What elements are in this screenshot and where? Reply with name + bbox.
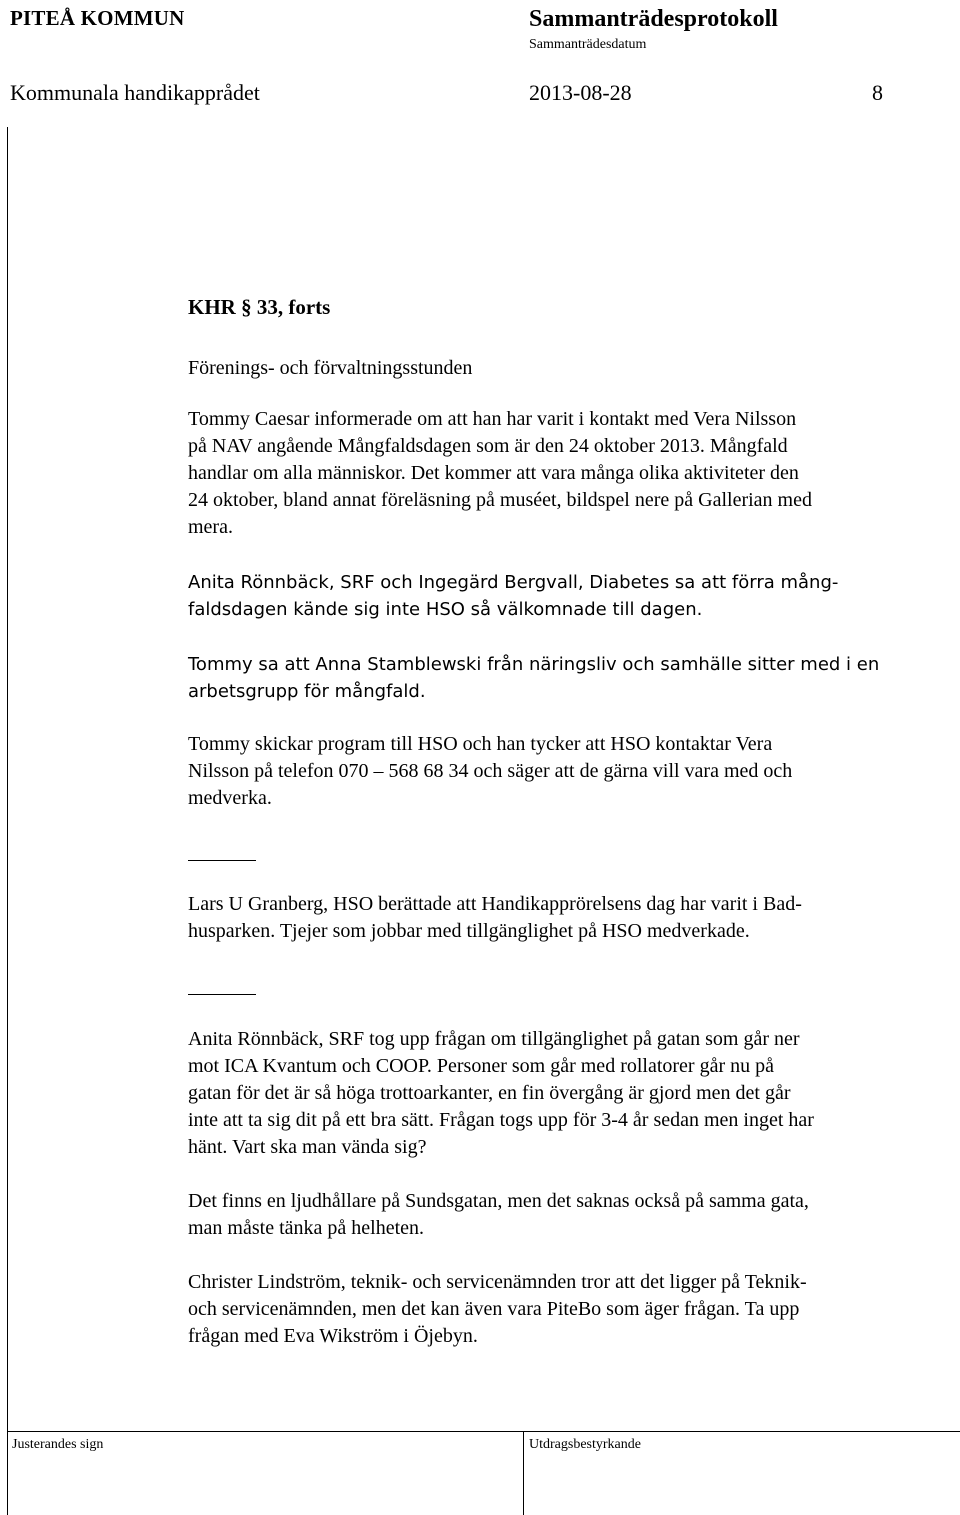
paragraph — [188, 1188, 928, 1242]
org-name: PITEÅ KOMMUN — [10, 6, 185, 30]
signature-label: Justerandes sign — [12, 1437, 104, 1452]
section-heading: KHR § 33, forts — [188, 295, 331, 319]
text-line: arbetsgrupp för mångfald. — [188, 681, 426, 702]
text-line: medverka. — [188, 787, 272, 809]
text-line: Nilsson på telefon 070 – 568 68 34 och säger att de gärna vill vara med och — [188, 760, 793, 782]
text-line: inte att ta sig dit på ett bra sätt. Frågan togs upp för 3-4 år sedan men inget har — [188, 1109, 814, 1131]
text-line: Tommy skickar program till HSO och han tycker att HSO kontaktar Vera — [188, 733, 773, 755]
text-line: Det finns en ljudhållare på Sundsgatan, men det saknas också på samma gata, — [188, 1190, 809, 1212]
page-number: 8 — [872, 80, 883, 105]
text-line: hänt. Vart ska man vända sig? — [188, 1136, 427, 1158]
committee-name: Kommunala handikapprådet — [10, 80, 260, 105]
text-line: frågan med Eva Wikström i Öjebyn. — [188, 1325, 478, 1347]
text-line: 24 oktober, bland annat föreläsning på muséet, bildspel nere på Gallerian med — [188, 489, 812, 511]
paragraph — [188, 1269, 928, 1350]
text-line: handlar om alla människor. Det kommer att vara många olika aktiviteter den — [188, 462, 799, 484]
subject-title: Förenings- och förvaltningsstunden — [188, 357, 473, 379]
certification-label: Utdragsbestyrkande — [529, 1437, 641, 1452]
paragraph — [188, 651, 928, 705]
paragraph — [188, 731, 928, 812]
left-margin-rule — [7, 127, 8, 1515]
text-line: Tommy Caesar informerade om att han har varit i kontakt med Vera Nilsson — [188, 408, 797, 430]
date-label: Sammanträdesdatum — [529, 37, 647, 52]
text-line: Lars U Granberg, HSO berättade att Handikapprörelsens dag har varit i Bad- — [188, 893, 802, 915]
text-line: gatan för det är så höga trottoarkanter, en fin övergång är gjord men det går — [188, 1082, 791, 1104]
paragraph — [188, 569, 928, 623]
text-line: Anita Rönnbäck, SRF och Ingegärd Bergvall, Diabetes sa att förra mång- — [188, 572, 839, 593]
text-line: och servicenämnden, men det kan även vara PiteBo som äger frågan. Ta upp — [188, 1298, 800, 1320]
paragraph — [188, 891, 928, 945]
text-line: faldsdagen kände sig inte HSO så välkomnade till dagen. — [188, 599, 703, 620]
paragraph — [188, 1026, 928, 1161]
footer-rule — [7, 1431, 960, 1432]
text-line: mot ICA Kvantum och COOP. Personer som går med rollatorer går nu på — [188, 1055, 775, 1077]
meeting-date: 2013-08-28 — [529, 80, 632, 105]
text-line: man måste tänka på helheten. — [188, 1217, 425, 1239]
footer-divider — [523, 1431, 524, 1515]
separator-line — [188, 994, 256, 995]
text-line: Anita Rönnbäck, SRF tog upp frågan om tillgänglighet på gatan som går ner — [188, 1028, 800, 1050]
text-line: mera. — [188, 516, 233, 538]
text-line: Christer Lindström, teknik- och servicenämnden tror att det ligger på Teknik- — [188, 1271, 807, 1293]
paragraph — [188, 406, 928, 541]
text-line: på NAV angående Mångfaldsdagen som är den 24 oktober 2013. Mångfald — [188, 435, 788, 457]
text-line: Tommy sa att Anna Stamblewski från näringsliv och samhälle sitter med i en — [188, 654, 880, 675]
document-type: Sammanträdesprotokoll — [529, 6, 778, 32]
separator-line — [188, 860, 256, 861]
text-line: husparken. Tjejer som jobbar med tillgänglighet på HSO medverkade. — [188, 920, 750, 942]
